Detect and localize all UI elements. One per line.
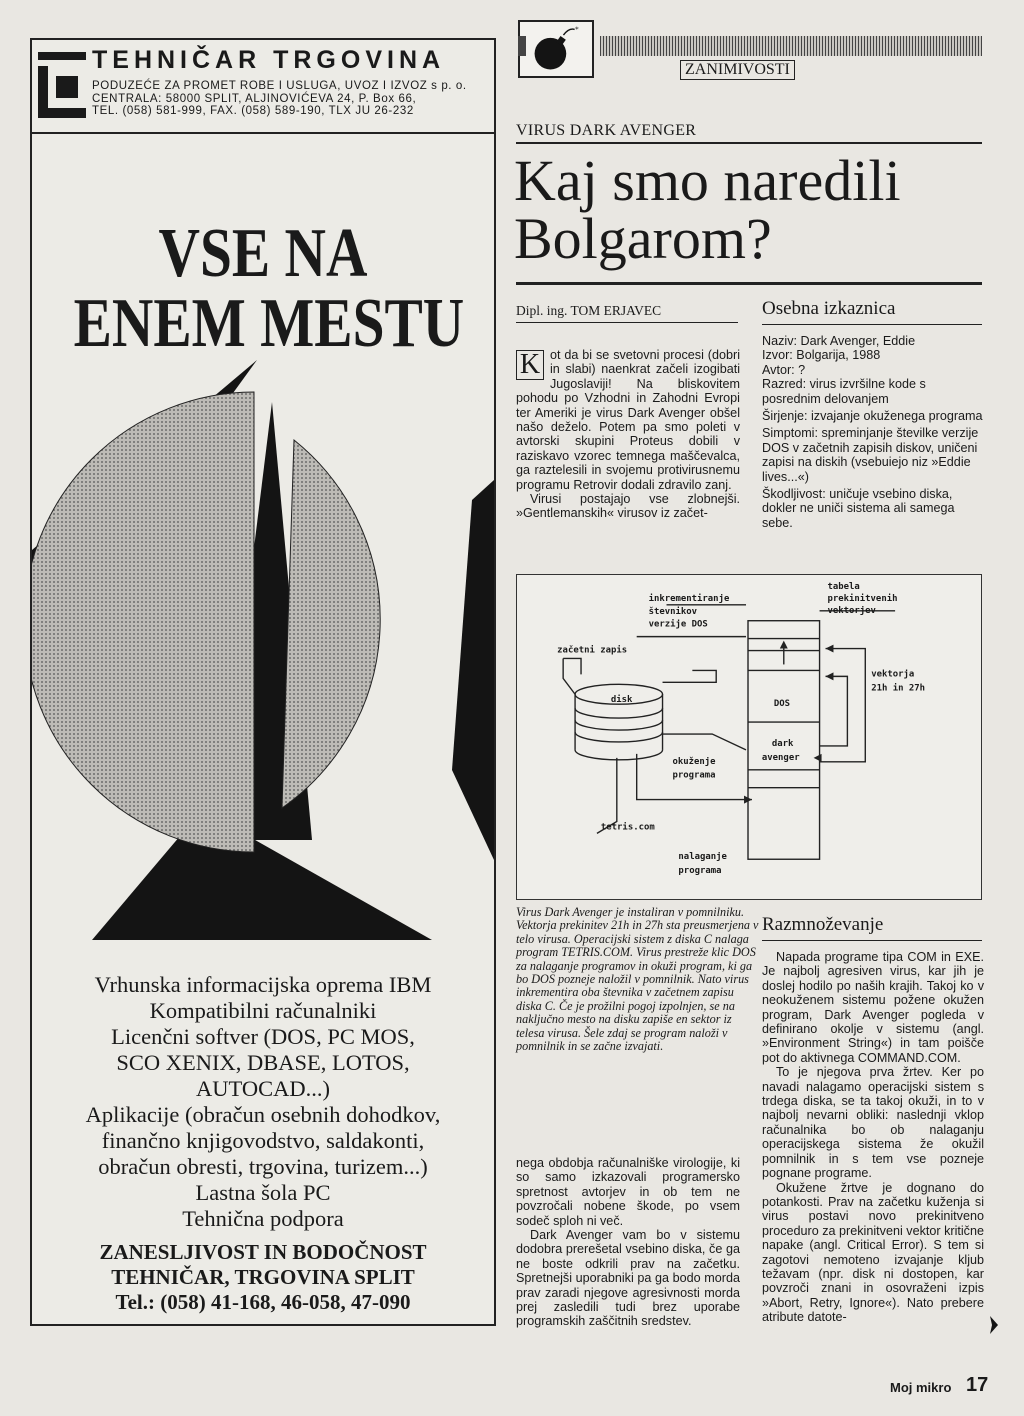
ad-product-list [32, 972, 494, 1232]
bomb-icon [518, 20, 594, 78]
ad-list-item: SCO XENIX, DBASE, LOTOS, [116, 1050, 410, 1075]
article-title-line: Kaj smo naredili [514, 148, 901, 213]
address-line: PODUZEĆE ZA PROMET ROBE I USLUGA, UVOZ I IZVOZ s p. o. [92, 80, 467, 92]
ad-list-item: Tehnična podpora [182, 1206, 344, 1231]
drop-cap: K [516, 350, 544, 380]
article-intro [516, 348, 740, 521]
divider [762, 324, 982, 325]
reproduction-title: Razmnoževanje [762, 914, 884, 935]
section-bar [518, 36, 526, 56]
article-kicker: VIRUS DARK AVENGER [516, 122, 697, 139]
paragraph: nega obdobja računalniške virologije, ki so samo izkazovali programersko spretnost avtorjev in ob tem ne povzročali nobene škode, po vsem sodeč sploh ni več. [516, 1156, 740, 1228]
ad-list-item: Licenčni softver (DOS, PC MOS, [111, 1024, 415, 1049]
ad-pie-artwork [32, 340, 494, 980]
svg-text:*: * [574, 24, 580, 34]
label-vectors: vektorja [871, 669, 915, 680]
company-address [92, 80, 492, 118]
ad-list-item: obračun obresti, trgovina, turizem...) [98, 1154, 428, 1179]
spec-item: Škodljivost: uničuje vsebino diska, dokler ne uniči sistema ali samega sebe. [762, 487, 955, 530]
paragraph: Dark Avenger vam bo v sistemu dodobra prerešetal vsebino diska, če ga ne boste odkrili prav na začetku. Spretnejši uporabniki pa ga bodo morda prav zaradi njegove agresivnosti morda prej zasledili tudi brez uporabe programskih zaščitnih sredstev. [516, 1228, 740, 1329]
label-counters: verzije DOS [648, 619, 708, 630]
ad-list-item: Kompatibilni računalniki [149, 998, 377, 1023]
intro-text: Virusi postajajo vse zlobnejši. »Gentlemanskih« virusov iz začet- [516, 492, 740, 521]
ad-footer [32, 1240, 494, 1315]
advertisement [30, 38, 496, 1326]
ad-list-item: Lastna šola PC [195, 1180, 331, 1205]
paragraph: To je njegova prva žrtev. Ker po navadi nalagamo operacijski sistem s trdega diska, se ta takoj okuži, in to v najbolj nevarni obliki: naslednji vklop računalnika bo ob nalaganju operacijskega sistema že okužil pomnilnik in s tem vse pozneje pognane programe. [762, 1065, 984, 1181]
article-byline: Dipl. ing. TOM ERJAVEC [516, 303, 662, 318]
article-title-line: Bolgarom? [514, 206, 772, 271]
ad-footer-company: TEHNIČAR, TRGOVINA SPLIT [111, 1265, 415, 1289]
address-line: TEL. (058) 581-999, FAX. (058) 589-190, TLX JU 26-232 [92, 105, 414, 117]
ad-slogan-line-1: VSE NA [158, 215, 368, 292]
spec-item: Naziv: Dark Avenger, Eddie [762, 334, 916, 348]
divider [516, 282, 982, 285]
paragraph: Napada programe tipa COM in EXE. Je najbolj agresiven virus, kar jih je doslej hodilo po naših krajih. Takoj ko v neokuženem sistemu požene okužen program, Dark Avenger pogleda v definirano okolje v sistemu (angl. »Environment String«) in tam poišče pot do aktivnega COMMAND.COM. [762, 950, 984, 1065]
ad-footer-tagline: ZANESLJIVOST IN BODOČNOST [99, 1240, 427, 1264]
label-dark-avenger: avenger [761, 752, 800, 763]
ad-footer-phone: Tel.: (058) 41-168, 46-058, 47-090 [115, 1290, 411, 1314]
spec-item: Simptomi: spreminjanje številke verzije DOS v začetnih zapisih diskov, uničeni zapisi na diskih (vsebuiejo niz »Eddie lives...«) [762, 426, 979, 484]
divider [762, 940, 982, 941]
address-line: CENTRALA: 58000 SPLIT, ALJINOVIĆEVA 24, P. Box 66, [92, 92, 417, 105]
spec-item: Širjenje: izvajanje okuženega programa [762, 409, 983, 424]
label-dos: DOS [773, 699, 791, 710]
label-dark-avenger: dark [771, 738, 794, 749]
label-vector-table: vektorjev [827, 605, 876, 616]
company-logo-icon [38, 52, 86, 118]
continue-arrow-icon [988, 1316, 1000, 1334]
ad-list-item: AUTOCAD...) [196, 1076, 330, 1101]
article-column-2 [516, 1156, 740, 1329]
virus-flow-diagram [516, 574, 982, 900]
article-column-3 [762, 950, 984, 1325]
spec-item: Razred: virus izvršilne kode s posrednim delovanjem [762, 377, 926, 406]
label-tetris: tetris.com [600, 822, 655, 833]
label-vectors: 21h in 27h [871, 683, 926, 694]
article-title [514, 148, 984, 271]
section-tag: ZANIMIVOSTI [680, 60, 795, 80]
ad-list-item: finančno knjigovodstvo, saldakonti, [101, 1128, 425, 1153]
diagram-caption: Virus Dark Avenger je instaliran v pomnilniku. Vektorja prekinitev 21h in 27h sta preusmerjena v telo virusa. Operacijski sistem z diska C nalaga program TETRIS.COM. Virus prestreže klic DOS za nalaganje programov in okuži program, ki ga bo DOS pozneje naložil v pomnilnik. Nato virus inkrementira oba števnika v začetnem zapisu diska C. Če je prožilni pogoj izpolnjen, se na naključno mesto na disku zapiše en sektor iz telesa virusa. Šele zdaj se program naloži v pomnilnik in se začne izvajati. [516, 905, 759, 1054]
label-loading: programa [678, 866, 722, 877]
label-loading: nalaganje [678, 852, 727, 863]
spec-item: Avtor: ? [762, 362, 806, 377]
label-counters: inkrementiranje [648, 593, 730, 604]
ad-header [32, 40, 494, 134]
label-vector-table: tabela [827, 581, 860, 592]
divider [516, 142, 982, 144]
section-bar [600, 36, 982, 56]
ad-list-item: Aplikacije (obračun osebnih dohodkov, [85, 1102, 441, 1127]
page-number: 17 [966, 1374, 989, 1396]
spec-item: Izvor: Bolgarija, 1988 [762, 348, 881, 363]
label-disk: disk [610, 695, 633, 706]
divider [516, 322, 738, 323]
ad-list-item: Vrhunska informacijska oprema IBM [94, 972, 432, 997]
ad-slogan-line-2: ENEM MESTU [73, 285, 465, 362]
label-infection: okuženje [672, 756, 716, 767]
label-boot-record: začetni zapis [557, 645, 628, 656]
label-counters: števnikov [648, 606, 698, 617]
spec-list [762, 334, 984, 533]
label-infection: programa [672, 770, 716, 781]
label-vector-table: prekinitvenih [827, 593, 898, 604]
paragraph: Okužene žrtve je dognano do potankosti. Prav na začetku kuženja si virus postavi novo prekinitveno proceduro za prekinitveni vektor kritične napake (angl. Critical Error). S tem si zagotovi nemoteno izvajanje kljub težavam (npr. disk ni dostopen, kar povzroči znani in osovraženi izpis »Abort, Retry, Ignore«). Nato prebere atribute datote- [762, 1180, 984, 1325]
spec-title: Osebna izkaznica [762, 298, 896, 319]
magazine-name: Moj mikro [890, 1380, 952, 1395]
company-name: TEHNIČAR TRGOVINA [92, 46, 446, 74]
intro-text: ot da bi se svetovni procesi (dobri in slabi) naenkrat začeli izogibati Jugoslaviji! Na bliskovitem pohodu po Vzhodni in Zahodni Evropi ter Ameriki je virus Dark Avenger obšel našo deželo. Potem pa smo poleti v avtorski skupini Proteus dobili v raziskavo vzorec temnega maščevalca, ga raztelesili in svojemu protivirusnemu programu Retrovir dodali zdravilo zanj. [516, 348, 740, 492]
